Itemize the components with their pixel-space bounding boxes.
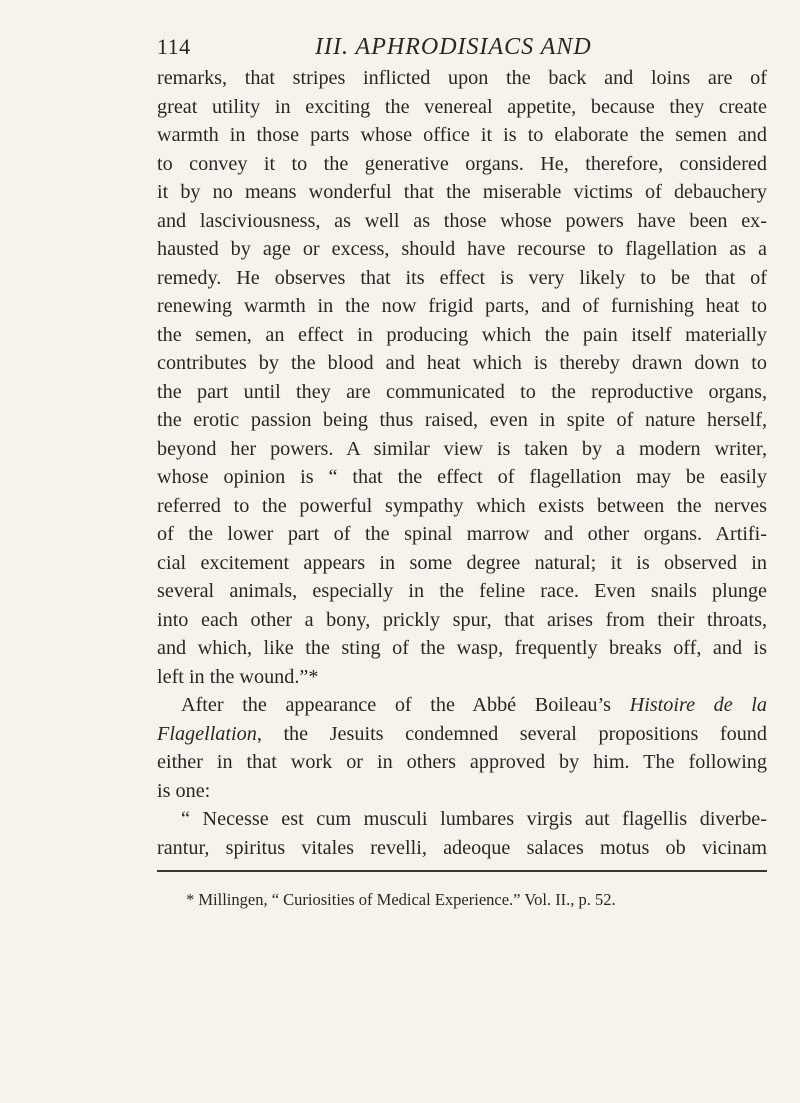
text-line: renewing warmth in the now frigid parts, and of furnishing heat to <box>157 295 767 317</box>
italic-title: Histoire de la <box>629 694 767 716</box>
text-line: it by no means wonderful that the miserable victims of debauchery <box>157 181 767 203</box>
footnote: * Millingen, “ Curiosities of Medical Experience.” Vol. II., p. 52. <box>186 890 616 909</box>
text-line: remarks, that stripes inflicted upon the back and loins are of <box>157 67 767 89</box>
text-line: either in that work or in others approved by him. The following <box>157 751 767 773</box>
body-text <box>157 64 767 862</box>
text-line: of the lower part of the spinal marrow and other organs. Artifi- <box>157 523 767 545</box>
page-header <box>157 34 767 64</box>
text-fragment: After the appearance of the Abbé Boileau’s <box>181 694 630 716</box>
text-line: rantur, spiritus vitales revelli, adeoque salaces motus ob vicinam <box>157 836 767 859</box>
paragraph-start-line <box>157 691 767 720</box>
text-line: the part until they are communicated to the reproductive organs, <box>157 380 767 403</box>
text-line: contributes by the blood and heat which is thereby drawn down to <box>157 352 767 374</box>
text-line: remedy. He observes that its effect is very likely to be that of <box>157 266 767 289</box>
text-line: hausted by age or excess, should have recourse to flagellation as a <box>157 238 767 260</box>
text-line: into each other a bony, prickly spur, that arises from their throats, <box>157 608 767 631</box>
text-line: several animals, especially in the feline race. Even snails plunge <box>157 580 767 602</box>
text-fragment: , the Jesuits condemned several propositions found <box>256 722 767 745</box>
text-line <box>157 720 767 749</box>
text-line: cial excitement appears in some degree natural; it is observed in <box>157 551 767 574</box>
text-line: warmth in those parts whose office it is to elaborate the semen and <box>157 124 767 146</box>
text-line: the erotic passion being thus raised, even in spite of nature herself, <box>157 409 767 431</box>
text-line: the semen, an effect in producing which the pain itself materially <box>157 323 767 346</box>
text-line: and which, like the sting of the wasp, frequently breaks off, and is <box>157 637 767 659</box>
text-line: referred to the powerful sympathy which exists between the nerves <box>157 494 767 517</box>
text-line: and lasciviousness, as well as those whose powers have been ex- <box>157 209 767 232</box>
text-line: great utility in exciting the venereal appetite, because they create <box>157 95 767 118</box>
footnote-divider <box>157 870 767 872</box>
page-number: 114 <box>157 34 191 59</box>
text-line: to convey it to the generative organs. He, therefore, considered <box>157 152 767 175</box>
text-line: whose opinion is “ that the effect of flagellation may be easily <box>157 466 767 488</box>
text-line: beyond her powers. A similar view is taken by a modern writer, <box>157 437 767 460</box>
text-line: is one: <box>157 779 211 802</box>
text-line: “ Necesse est cum musculi lumbares virgis aut flagellis diverbe- <box>181 808 767 830</box>
running-head: III. APHRODISIACS AND <box>315 34 592 60</box>
italic-title: Flagellation <box>157 722 257 745</box>
text-line: left in the wound.”* <box>157 665 319 688</box>
